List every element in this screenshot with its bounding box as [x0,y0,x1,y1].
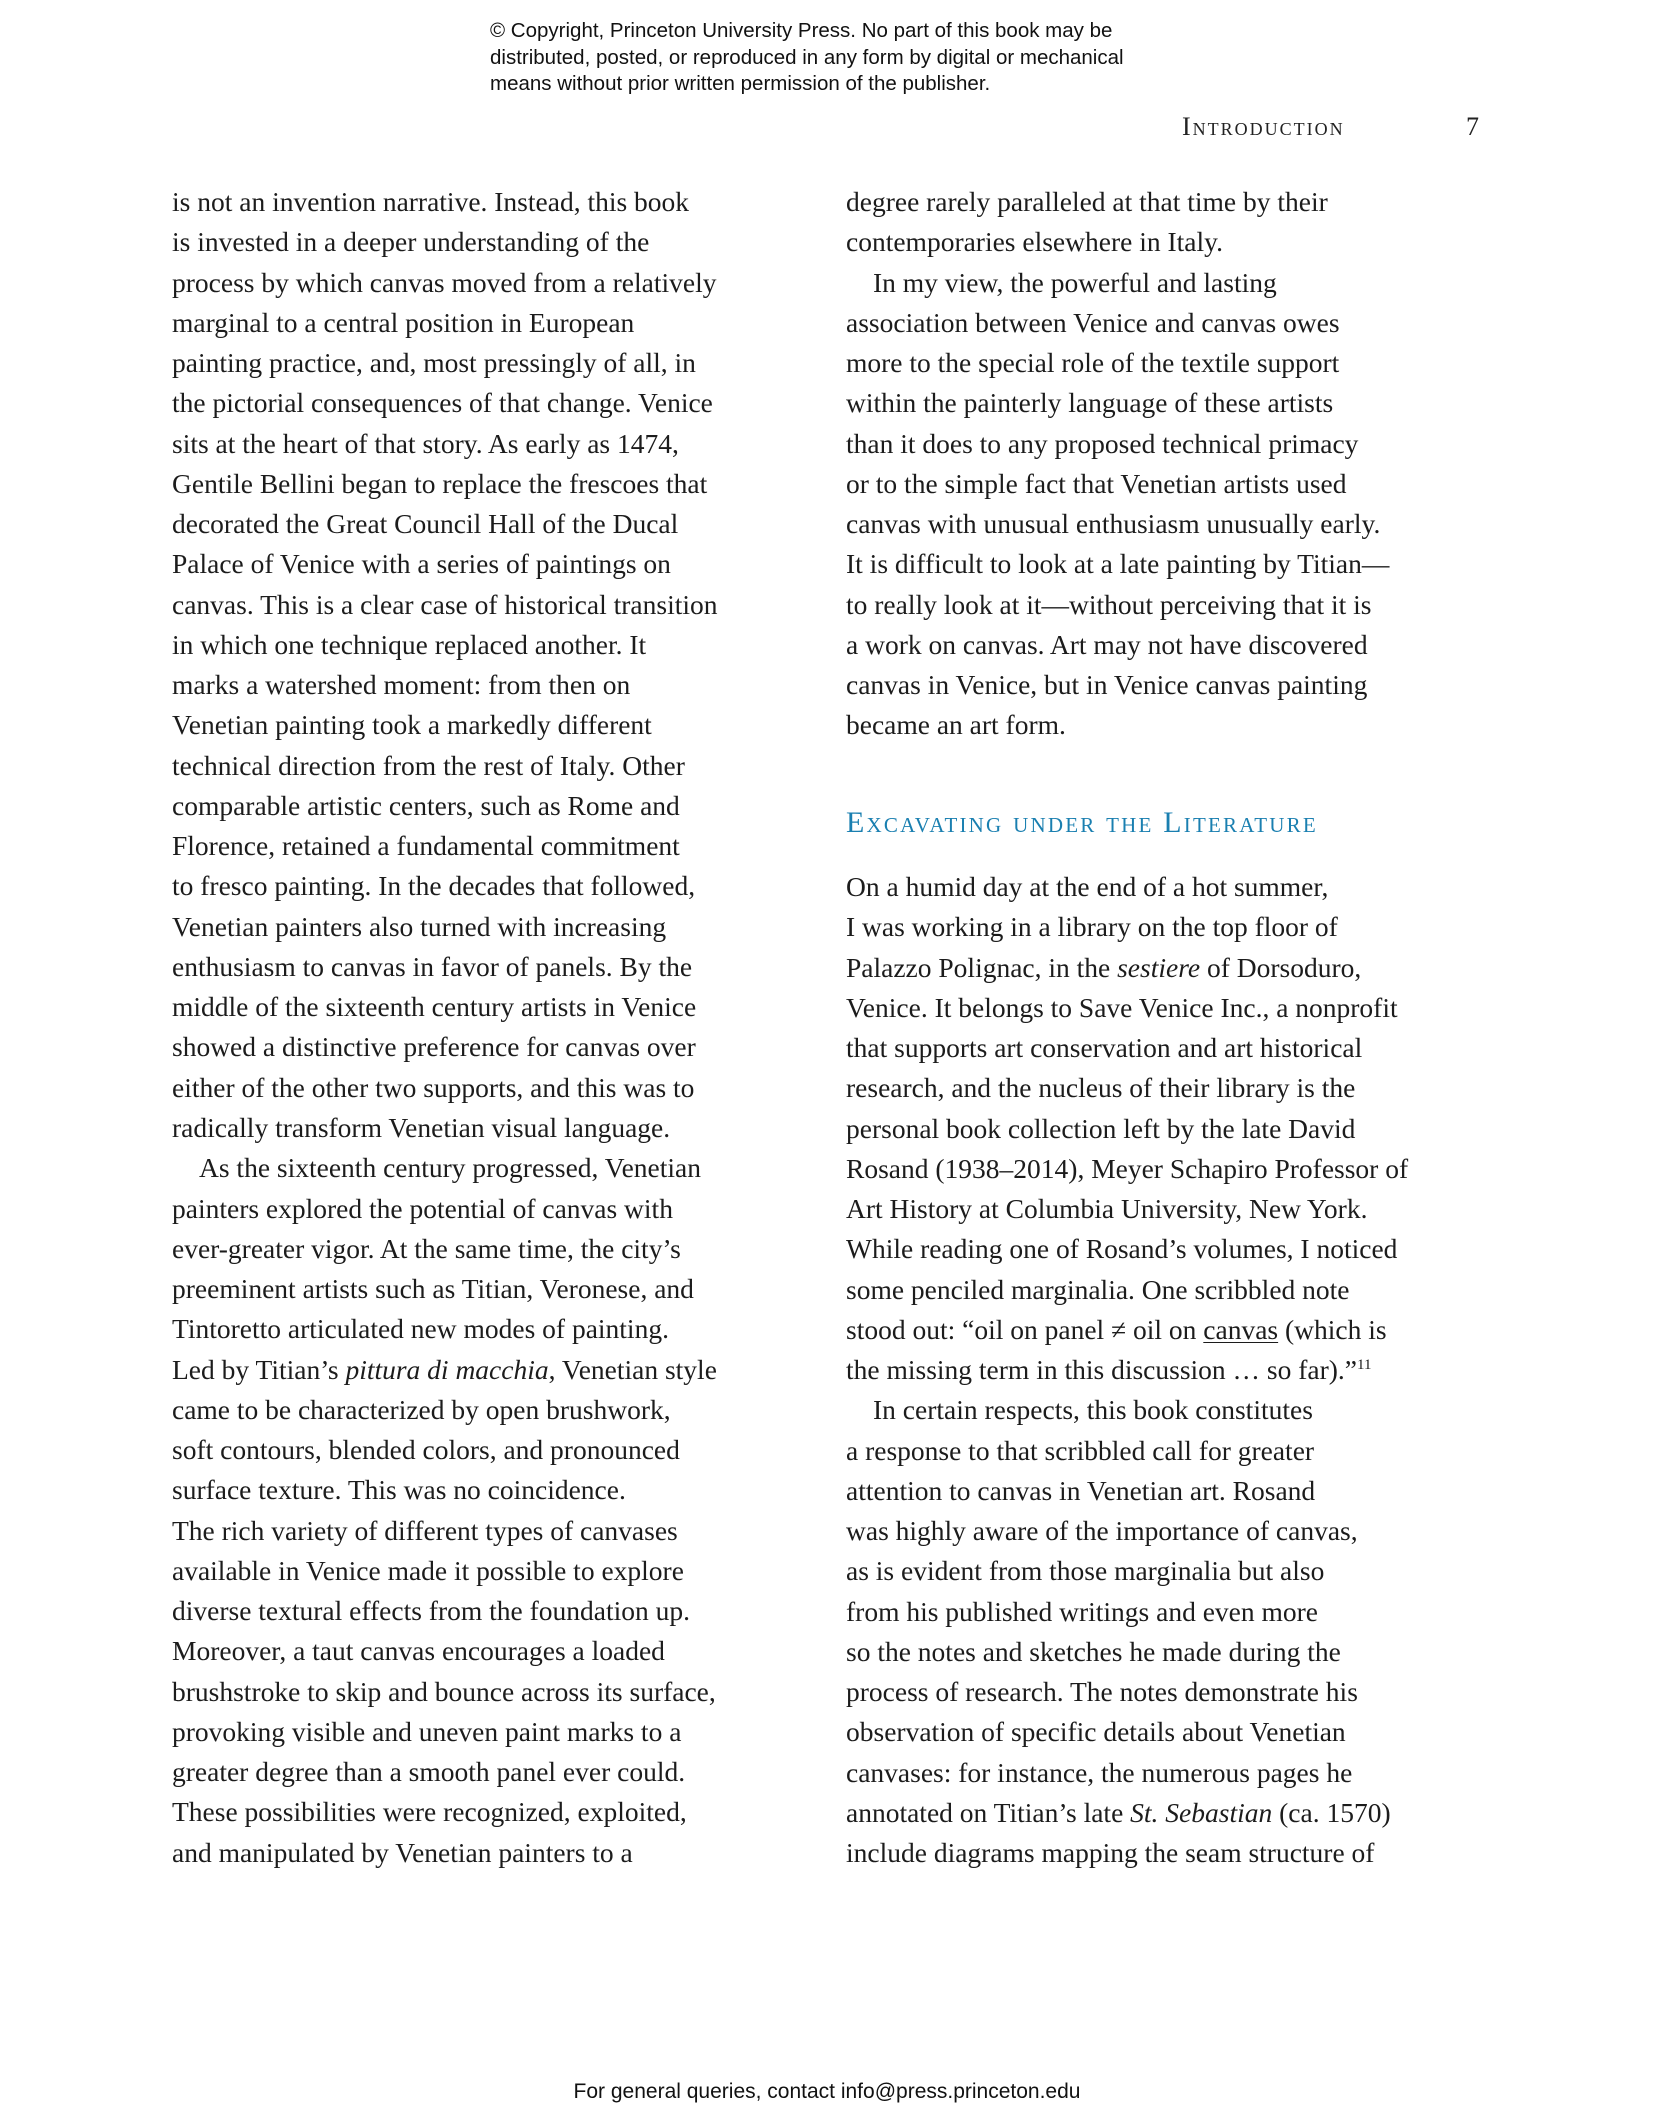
text-line [846,1632,1341,1672]
text-line [846,1431,1314,1471]
text-line [172,746,685,786]
text-segment: degree rarely paralleled at that time by their [846,186,1328,217]
text-line [846,1833,1374,1873]
text-segment: was highly aware of the importance of canvas, [846,1515,1358,1547]
text-line [172,343,696,383]
text-segment: showed a distinctive preference for canvas over [172,1031,696,1063]
text-segment: is invested in a deeper understanding of the [172,226,650,258]
text-line [172,1430,680,1470]
text-line [846,1189,1367,1229]
text-segment: marginal to a central position in European [172,306,635,338]
text-segment: of Dorsoduro, [1200,951,1362,983]
text-line [172,1229,681,1269]
text-line [846,1149,1408,1189]
text-line [172,1027,696,1067]
text-segment: Rosand (1938–2014), Meyer Schapiro Professor of [846,1152,1409,1184]
text-segment: , Venetian style [548,1353,717,1385]
text-line [172,1551,684,1591]
text-segment: technical direction from the rest of Italy. Other [172,749,685,781]
text-line [846,343,1339,383]
text-segment: to fresco painting. In the decades that followed, [172,870,696,902]
text-line [846,1753,1352,1793]
text-segment: within the painterly language of these artists [846,387,1334,419]
footnote-ref: 11 [1357,1356,1372,1373]
text-line [172,1631,665,1671]
text-segment: process of research. The notes demonstrate his [846,1676,1358,1708]
text-line [172,1350,717,1390]
text-segment: On a humid day at the end of a hot summer, [846,871,1329,902]
text-segment: In my view, the powerful and lasting [873,266,1277,298]
text-line [846,222,1223,262]
text-segment: Tintoretto articulated new modes of painting. [172,1313,669,1345]
text-line [172,1511,678,1551]
text-line [172,222,649,262]
text-segment: Palazzo Polignac, in the [846,951,1118,983]
text-segment: either of the other two supports, and this was to [172,1071,695,1103]
text-segment: (ca. 1570) [1272,1796,1391,1828]
text-line [846,1270,1350,1310]
text-segment: the pictorial consequences of that change. Venice [172,387,713,419]
text-line [172,826,680,866]
text-segment: process by which canvas moved from a relatively [172,266,717,298]
text-segment: is not an invention narrative. Instead, this book [172,186,690,217]
text-segment: to really look at it—without perceiving that it is [846,588,1372,620]
text-line [846,504,1380,544]
text-segment: Florence, retained a fundamental commitment [172,830,680,862]
text-segment: Venice. It belongs to Save Venice Inc., a nonprofit [846,991,1398,1023]
text-line [172,383,713,423]
text-line [172,1269,694,1309]
text-line [846,1229,1397,1269]
text-line [172,1833,633,1873]
text-line [172,424,679,464]
text-segment: a work on canvas. Art may not have discovered [846,628,1368,660]
italic-text: sestiere [1117,951,1201,983]
text-line [846,1672,1358,1712]
text-line [172,303,634,343]
copyright-line: © Copyright, Princeton University Press. No part of this book may be [490,19,1113,42]
text-segment: soft contours, blended colors, and pronounced [172,1434,680,1466]
text-line [172,866,695,906]
text-line [172,786,680,826]
text-line [846,585,1371,625]
text-line [846,1350,1371,1390]
text-line [172,705,652,745]
text-segment: association between Venice and canvas owes [846,306,1340,338]
text-line [846,1712,1346,1752]
text-line [172,1752,685,1792]
text-segment: canvas in Venice, but in Venice canvas painting [846,669,1368,701]
text-segment: Gentile Bellini began to replace the frescoes that [172,467,708,499]
text-line [873,263,1277,303]
text-segment: radically transform Venetian visual language. [172,1111,671,1143]
text-line [846,464,1346,504]
text-line [172,1108,670,1148]
text-line [172,544,671,584]
text-line [172,1672,716,1712]
text-line [172,947,692,987]
text-line [172,665,630,705]
text-line [172,1591,690,1631]
text-line [172,464,707,504]
text-segment: so the notes and sketches he made during the [846,1635,1341,1667]
text-line [172,1390,671,1430]
text-line [199,1148,701,1188]
text-line [846,182,1328,222]
text-segment: diverse textural effects from the foundation up. [172,1595,691,1627]
text-segment: stood out: “oil on panel ≠ oil on [846,1313,1204,1345]
text-line [846,1551,1324,1591]
text-segment: personal book collection left by the late David [846,1112,1356,1144]
text-segment: canvases: for instance, the numerous pages he [846,1756,1353,1788]
text-segment: preeminent artists such as Titian, Veronese, and [172,1273,694,1305]
text-segment: as is evident from those marginalia but also [846,1555,1325,1587]
page-number: 7 [1466,112,1479,141]
text-segment: It is difficult to look at a late painting by Titian— [846,548,1390,580]
text-line [846,1793,1391,1833]
copyright-line: means without prior written permission of the publisher. [490,72,991,95]
text-segment: sits at the heart of that story. As early as 1474, [172,427,679,459]
text-line [172,182,689,222]
text-segment: I was working in a library on the top floor of [846,911,1338,943]
text-segment: annotated on Titian’s late [846,1796,1131,1828]
text-line [846,383,1333,423]
text-segment: In certain respects, this book constitutes [873,1394,1313,1426]
text-line [846,1310,1387,1350]
text-line [846,544,1389,584]
italic-text: St. Sebastian [1130,1796,1273,1828]
text-segment: available in Venice made it possible to explore [172,1554,684,1586]
text-line [846,424,1358,464]
text-segment: brushstroke to skip and bounce across its surface, [172,1675,716,1707]
text-line [172,987,696,1027]
text-segment: research, and the nucleus of their library is the [846,1072,1356,1104]
text-segment: Palace of Venice with a series of paintings on [172,548,671,580]
footer-contact: For general queries, contact info@press.princeton.edu [573,2080,1081,2103]
text-segment: decorated the Great Council Hall of the Ducal [172,508,679,540]
underlined-text: canvas [1203,1313,1279,1345]
text-line [846,665,1367,705]
text-segment: more to the special role of the textile support [846,347,1340,379]
text-line [172,1189,673,1229]
text-segment: or to the simple fact that Venetian artists used [846,467,1347,499]
text-segment: the missing term in this discussion … so far).” [846,1354,1357,1386]
text-line [172,907,666,947]
text-line [846,867,1328,907]
text-line [846,1068,1355,1108]
text-segment: include diagrams mapping the seam structure of [846,1837,1375,1869]
text-segment: contemporaries elsewhere in Italy. [846,226,1223,258]
text-line [172,1712,681,1752]
text-segment: (which is [1278,1313,1387,1345]
copyright-line: distributed, posted, or reproduced in any form by digital or mechanical [490,45,1124,69]
text-line [846,705,1066,745]
text-segment: Venetian painters also turned with increasing [172,910,667,942]
text-segment: middle of the sixteenth century artists in Venice [172,991,697,1023]
text-segment: that supports art conservation and art historical [846,1032,1363,1064]
text-segment: marks a watershed moment: from then on [172,669,631,701]
text-line [846,1471,1315,1511]
text-segment: The rich variety of different types of canvases [172,1514,678,1546]
text-line [846,948,1361,988]
text-segment: some penciled marginalia. One scribbled note [846,1273,1350,1305]
text-segment: surface texture. This was no coincidence. [172,1474,626,1506]
text-segment: in which one technique replaced another. It [172,628,647,660]
text-segment: observation of specific details about Venetian [846,1716,1346,1748]
text-line [846,1028,1362,1068]
text-line [846,988,1398,1028]
text-segment: ever-greater vigor. At the same time, the city’s [172,1232,681,1264]
text-segment: Led by Titian’s [172,1353,346,1385]
text-segment: painters explored the potential of canvas with [172,1192,673,1224]
text-segment: from his published writings and even more [846,1595,1318,1627]
text-line [846,907,1338,947]
text-line [846,1592,1318,1632]
text-segment: These possibilities were recognized, exploited, [172,1796,687,1828]
text-segment: canvas. This is a clear case of historical transition [172,588,718,620]
text-line [172,263,716,303]
text-line [172,585,718,625]
text-segment: enthusiasm to canvas in favor of panels. By the [172,950,693,982]
italic-text: pittura di macchia [345,1353,549,1385]
text-segment: comparable artistic centers, such as Rome and [172,789,680,821]
text-line [172,1792,687,1832]
text-segment: than it does to any proposed technical primacy [846,427,1359,459]
text-line [172,1309,669,1349]
running-head-title: Introduction [1182,112,1345,141]
text-segment: While reading one of Rosand’s volumes, I noticed [846,1233,1398,1265]
text-line [846,625,1368,665]
text-line [172,625,646,665]
text-line [846,1511,1358,1551]
text-segment: painting practice, and, most pressingly of all, in [172,347,696,379]
text-segment: and manipulated by Venetian painters to a [172,1836,633,1868]
text-segment: Art History at Columbia University, New York. [846,1193,1368,1225]
text-segment: Venetian painting took a markedly different [172,709,652,741]
section-heading: Excavating under the Literature [846,806,1318,839]
text-line [873,1390,1313,1430]
text-segment: Moreover, a taut canvas encourages a loaded [172,1635,665,1667]
text-line [172,1470,626,1510]
text-line [846,303,1340,343]
text-segment: a response to that scribbled call for greater [846,1434,1315,1466]
text-segment: attention to canvas in Venetian art. Rosand [846,1474,1316,1506]
text-segment: became an art form. [846,709,1066,741]
text-segment: As the sixteenth century progressed, Venetian [199,1152,701,1184]
text-segment: came to be characterized by open brushwork, [172,1393,671,1425]
text-line [172,504,678,544]
text-line [846,1109,1355,1149]
text-segment: greater degree than a smooth panel ever could. [172,1756,686,1788]
text-segment: provoking visible and uneven paint marks to a [172,1715,682,1747]
copyright-notice [490,18,1124,98]
text-line [172,1068,694,1108]
text-segment: canvas with unusual enthusiasm unusually early. [846,508,1381,540]
